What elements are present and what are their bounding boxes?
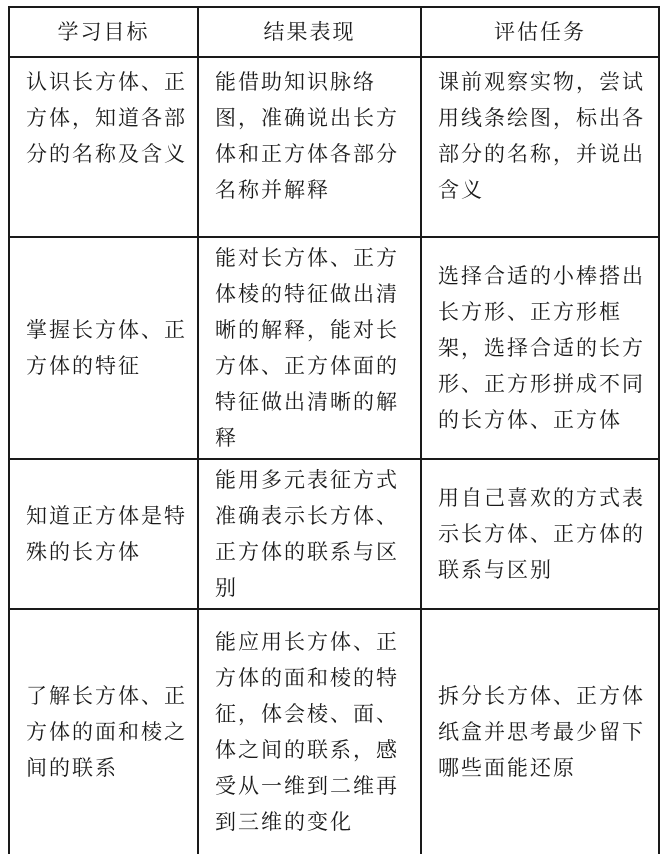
header-assessment-task: 评估任务 bbox=[421, 7, 659, 57]
task-cell: 拆分长方体、正方体纸盒并思考最少留下哪些面能还原 bbox=[421, 609, 659, 854]
table-row bbox=[9, 237, 659, 459]
performance-cell: 能对长方体、正方体棱的特征做出清晰的解释，能对长方体、正方体面的特征做出清晰的解释 bbox=[198, 237, 421, 459]
task-cell: 课前观察实物，尝试用线条绘图，标出各部分的名称，并说出含义 bbox=[421, 57, 659, 237]
goal-cell: 了解长方体、正方体的面和棱之间的联系 bbox=[9, 609, 198, 854]
goal-cell: 知道正方体是特殊的长方体 bbox=[9, 459, 198, 609]
performance-cell: 能用多元表征方式准确表示长方体、正方体的联系与区别 bbox=[198, 459, 421, 609]
table-row bbox=[9, 57, 659, 237]
performance-cell: 能应用长方体、正方体的面和棱的特征，体会棱、面、体之间的联系，感受从一维到二维再到三维的变化 bbox=[198, 609, 421, 854]
goal-cell: 掌握长方体、正方体的特征 bbox=[9, 237, 198, 459]
task-cell: 选择合适的小棒搭出长方形、正方形框架，选择合适的长方形、正方形拼成不同的长方体、正方体 bbox=[421, 237, 659, 459]
table-row bbox=[9, 459, 659, 609]
table-row bbox=[9, 609, 659, 854]
header-performance: 结果表现 bbox=[198, 7, 421, 57]
performance-cell: 能借助知识脉络图，准确说出长方体和正方体各部分名称并解释 bbox=[198, 57, 421, 237]
header-learning-goal: 学习目标 bbox=[9, 7, 198, 57]
task-cell: 用自己喜欢的方式表示长方体、正方体的联系与区别 bbox=[421, 459, 659, 609]
goal-cell: 认识长方体、正方体，知道各部分的名称及含义 bbox=[9, 57, 198, 237]
learning-goals-table bbox=[8, 6, 660, 854]
table-header-row bbox=[9, 7, 659, 57]
